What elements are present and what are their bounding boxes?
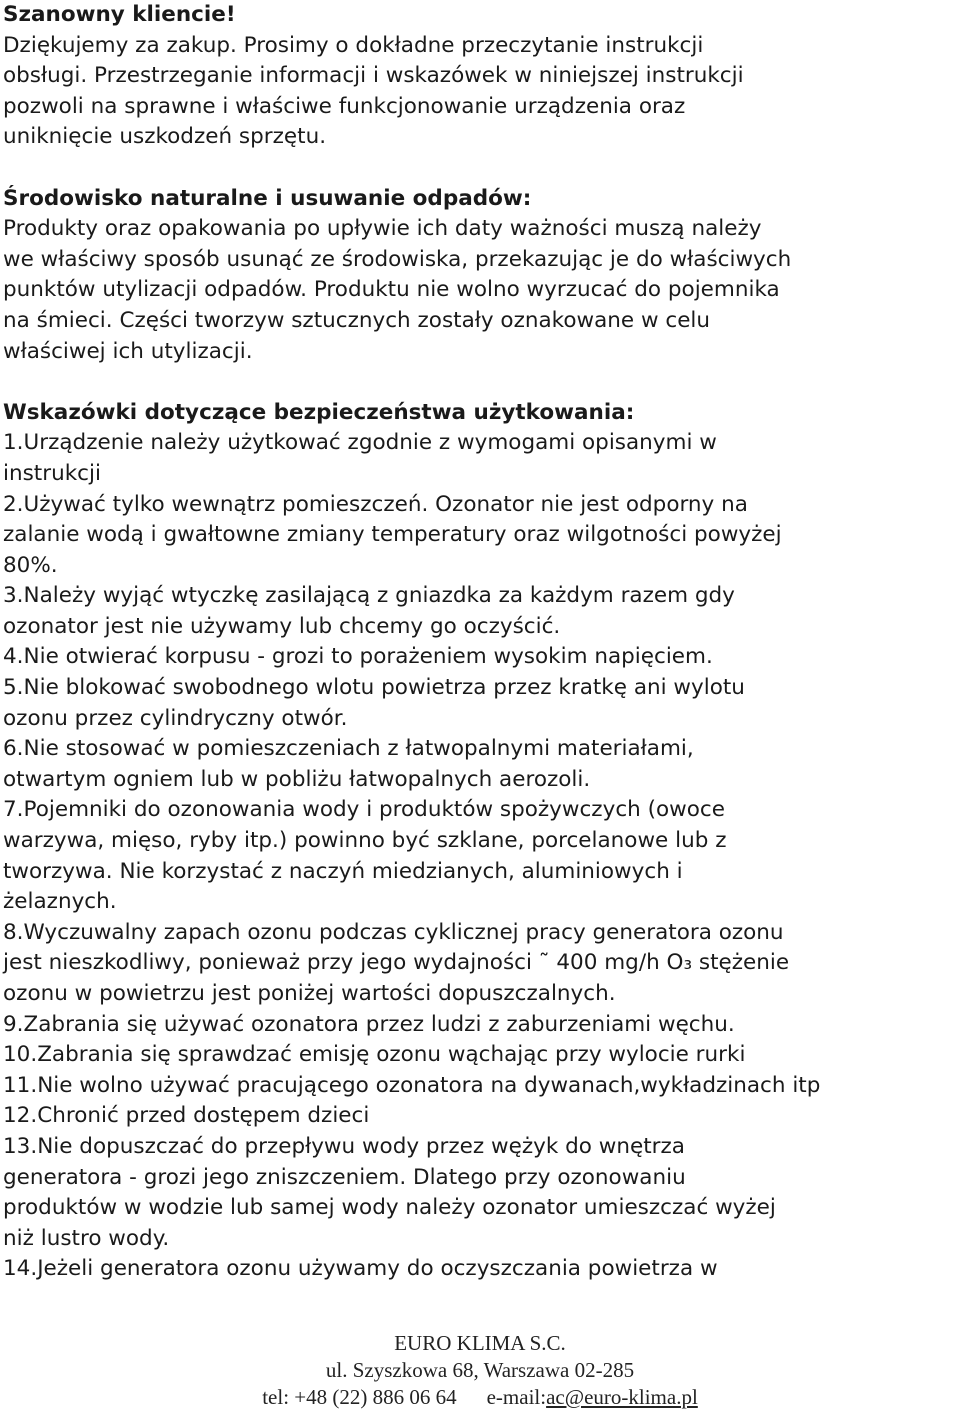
greeting-heading: Szanowny kliencie!	[3, 2, 236, 27]
safety-line: 7.Pojemniki do ozonowania wody i produktów spożywczych (owoce	[3, 797, 725, 823]
footer-email-label: e-mail:	[486, 1385, 547, 1409]
footer-address: ul. Szyszkowa 68, Warszawa 02-285	[325, 1358, 635, 1382]
safety-line: produktów w wodzie lub samej wody należy ozonator umieszczać wyżej	[3, 1195, 776, 1221]
manual-page	[3, 0, 959, 1285]
safety-line: 4.Nie otwierać korpusu - grozi to porażeniem wysokim napięciem.	[3, 644, 713, 670]
safety-section	[3, 398, 959, 1285]
spacer	[3, 153, 959, 184]
environment-heading: Środowisko naturalne i usuwanie odpadów:	[3, 185, 532, 211]
environment-section	[3, 184, 959, 368]
intro-line: obsługi. Przestrzeganie informacji i wskazówek w niniejszej instrukcji	[3, 63, 744, 89]
environment-line: Produkty oraz opakowania po upływie ich daty ważności muszą należy	[3, 216, 762, 242]
environment-line: właściwej ich utylizacji.	[3, 338, 253, 364]
safety-line: 3.Należy wyjąć wtyczkę zasilającą z gniazdka za każdym razem gdy	[3, 583, 735, 609]
safety-line: 12.Chronić przed dostępem dzieci	[3, 1103, 370, 1129]
safety-line: 2.Używać tylko wewnątrz pomieszczeń. Ozonator nie jest odporny na	[3, 491, 748, 517]
intro-line: Dziękujemy za zakup. Prosimy o dokładne przeczytanie instrukcji	[3, 32, 704, 58]
safety-line: otwartym ogniem lub w pobliżu łatwopalnych aerozoli.	[3, 766, 591, 792]
environment-line: we właściwy sposób usunąć ze środowiska, przekazując je do właściwych	[3, 246, 792, 272]
footer-contact-line	[0, 1384, 960, 1411]
safety-line: generatora - grozi jego zniszczeniem. Dlatego przy ozonowaniu	[3, 1164, 686, 1190]
company-footer	[0, 1330, 960, 1411]
footer-company-name: EURO KLIMA S.C.	[394, 1331, 566, 1355]
safety-line: 14.Jeżeli generatora ozonu używamy do oczyszczania powietrza w	[3, 1256, 718, 1282]
safety-line: 5.Nie blokować swobodnego wlotu powietrza przez kratkę ani wylotu	[3, 675, 745, 701]
safety-line: instrukcji	[3, 460, 101, 486]
intro-section	[3, 0, 959, 153]
safety-line: warzywa, mięso, ryby itp.) powinno być szklane, porcelanowe lub z	[3, 828, 727, 854]
safety-heading: Wskazówki dotyczące bezpieczeństwa użytkowania:	[3, 399, 635, 425]
spacer	[3, 367, 959, 398]
safety-line: 10.Zabrania się sprawdzać emisję ozonu wąchając przy wylocie rurki	[3, 1042, 746, 1068]
safety-line: ozonu w powietrzu jest poniżej wartości dopuszczalnych.	[3, 981, 616, 1006]
safety-line: 1.Urządzenie należy użytkować zgodnie z wymogami opisanymi w	[3, 430, 717, 456]
safety-line: 11.Nie wolno używać pracującego ozonatora na dywanach,wykładzinach itp	[3, 1072, 821, 1098]
safety-line: tworzywa. Nie korzystać z naczyń miedzianych, aluminiowych i	[3, 858, 683, 884]
environment-line: punktów utylizacji odpadów. Produktu nie wolno wyrzucać do pojemnika	[3, 277, 780, 303]
footer-phone: tel: +48 (22) 886 06 64	[262, 1385, 457, 1409]
safety-line: 9.Zabrania się używać ozonatora przez ludzi z zaburzeniami węchu.	[3, 1011, 735, 1037]
safety-line: niż lustro wody.	[3, 1225, 170, 1251]
safety-line: zalanie wodą i gwałtowne zmiany temperatury oraz wilgotności powyżej	[3, 522, 782, 548]
safety-line: ozonu przez cylindryczny otwór.	[3, 705, 348, 731]
environment-line: na śmieci. Części tworzyw sztucznych zostały oznakowane w celu	[3, 307, 711, 333]
safety-line: ozonator jest nie używamy lub chcemy go oczyścić.	[3, 613, 561, 639]
intro-line: uniknięcie uszkodzeń sprzętu.	[3, 124, 327, 150]
footer-email-link[interactable]: ac@euro-klima.pl	[546, 1385, 698, 1409]
safety-line: 6.Nie stosować w pomieszczeniach z łatwopalnymi materiałami,	[3, 736, 694, 762]
safety-line: żelaznych.	[3, 889, 117, 915]
safety-line: 13.Nie dopuszczać do przepływu wody przez wężyk do wnętrza	[3, 1133, 685, 1159]
intro-line: pozwoli na sprawne i właściwe funkcjonowanie urządzenia oraz	[3, 93, 686, 119]
safety-line: jest nieszkodliwy, ponieważ przy jego wydajności ˜ 400 mg/h O₃ stężenie	[3, 950, 790, 976]
safety-line: 8.Wyczuwalny zapach ozonu podczas cyklicznej pracy generatora ozonu	[3, 919, 784, 945]
safety-line: 80%.	[3, 552, 58, 578]
